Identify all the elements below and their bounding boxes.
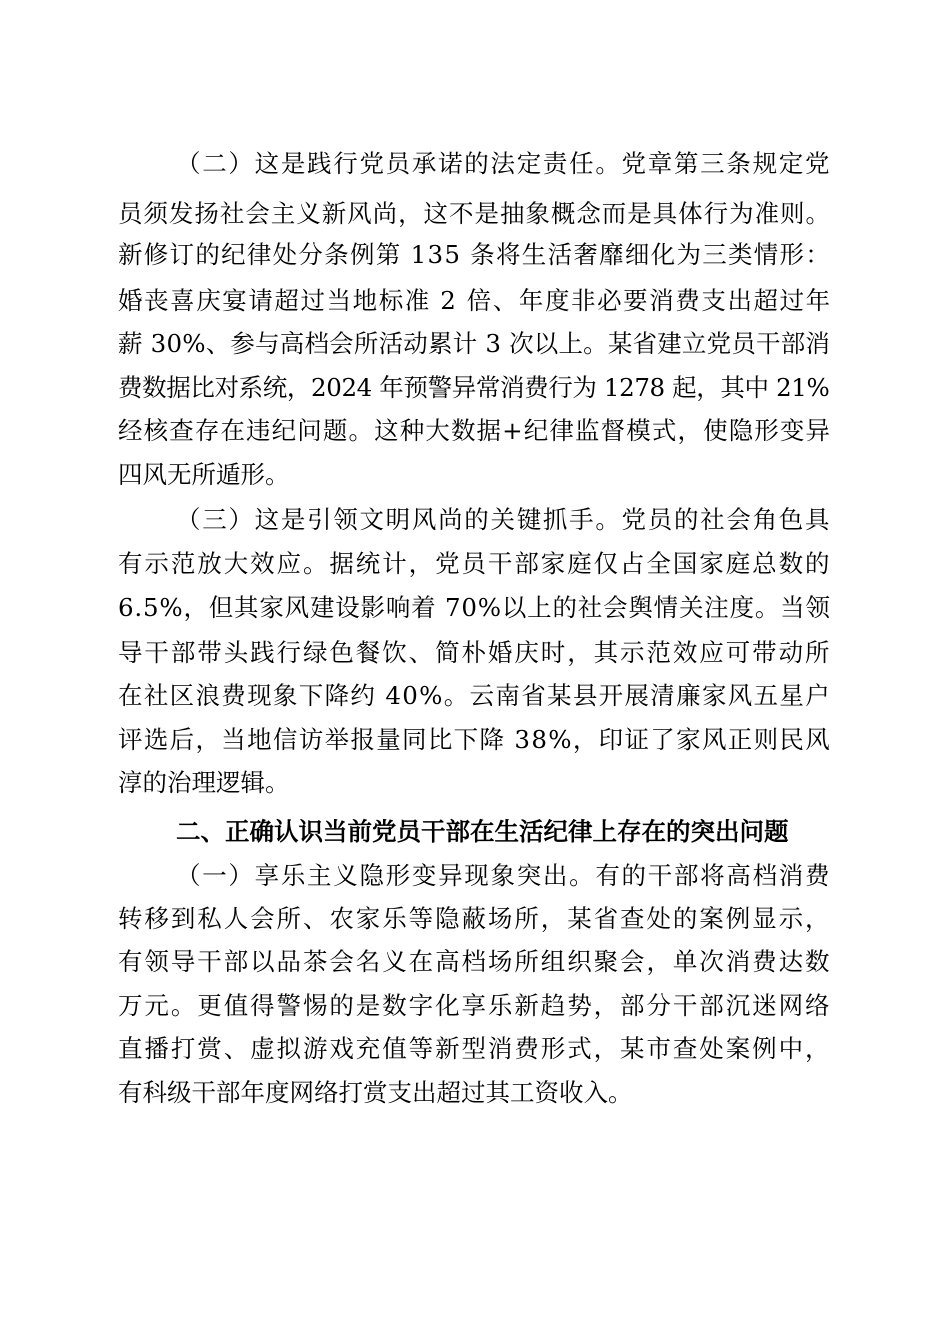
text-line: 婚丧喜庆宴请超过当地标准 2 倍、年度非必要消费支出超过年 bbox=[118, 286, 832, 315]
text-line: 直播打赏、虚拟游戏充值等新型消费形式，某市查处案例中， bbox=[118, 1034, 832, 1063]
text-line: 有科级干部年度网络打赏支出超过其工资收入。 bbox=[118, 1078, 633, 1107]
text-line: 员须发扬社会主义新风尚，这不是抽象概念而是具体行为准则。 bbox=[118, 199, 831, 228]
text-line: 四风无所遁形。 bbox=[118, 460, 290, 489]
text-line: 在社区浪费现象下降约 40%。云南省某县开展清廉家风五星户 bbox=[118, 681, 832, 710]
text-line: 转移到私人会所、农家乐等隐蔽场所，某省查处的案例显示， bbox=[118, 904, 832, 933]
text-line: 导干部带头践行绿色餐饮、简朴婚庆时，其示范效应可带动所 bbox=[118, 638, 832, 667]
text-line: 6.5%，但其家风建设影响着 70%以上的社会舆情关注度。当领 bbox=[118, 593, 831, 622]
text-line: 有领导干部以品茶会名义在高档场所组织聚会，单次消费达数 bbox=[118, 947, 832, 976]
text-line: （三）这是引领文明风尚的关键抓手。党员的社会角色具 bbox=[176, 505, 832, 534]
text-line: （二）这是践行党员承诺的法定责任。党章第三条规定党 bbox=[176, 149, 832, 178]
text-line: 评选后，当地信访举报量同比下降 38%，印证了家风正则民风 bbox=[118, 725, 832, 754]
text-line: 经核查存在违纪问题。这种大数据+纪律监督模式，使隐形变异 bbox=[118, 416, 832, 445]
section-heading: 二、正确认识当前党员干部在生活纪律上存在的突出问题 bbox=[176, 817, 789, 846]
text-line: 淳的治理逻辑。 bbox=[118, 768, 290, 797]
text-line: （一）享乐主义隐形变异现象突出。有的干部将高档消费 bbox=[176, 861, 832, 890]
text-line: 万元。更值得警惕的是数字化享乐新趋势，部分干部沉迷网络 bbox=[118, 991, 832, 1020]
text-line: 有示范放大效应。据统计，党员干部家庭仅占全国家庭总数的 bbox=[118, 549, 832, 578]
text-line: 薪 30%、参与高档会所活动累计 3 次以上。某省建立党员干部消 bbox=[118, 329, 831, 358]
text-line: 新修订的纪律处分条例第 135 条将生活奢靡细化为三类情形： bbox=[118, 240, 832, 269]
text-line: 费数据比对系统，2024 年预警异常消费行为 1278 起，其中 21% bbox=[118, 373, 830, 402]
